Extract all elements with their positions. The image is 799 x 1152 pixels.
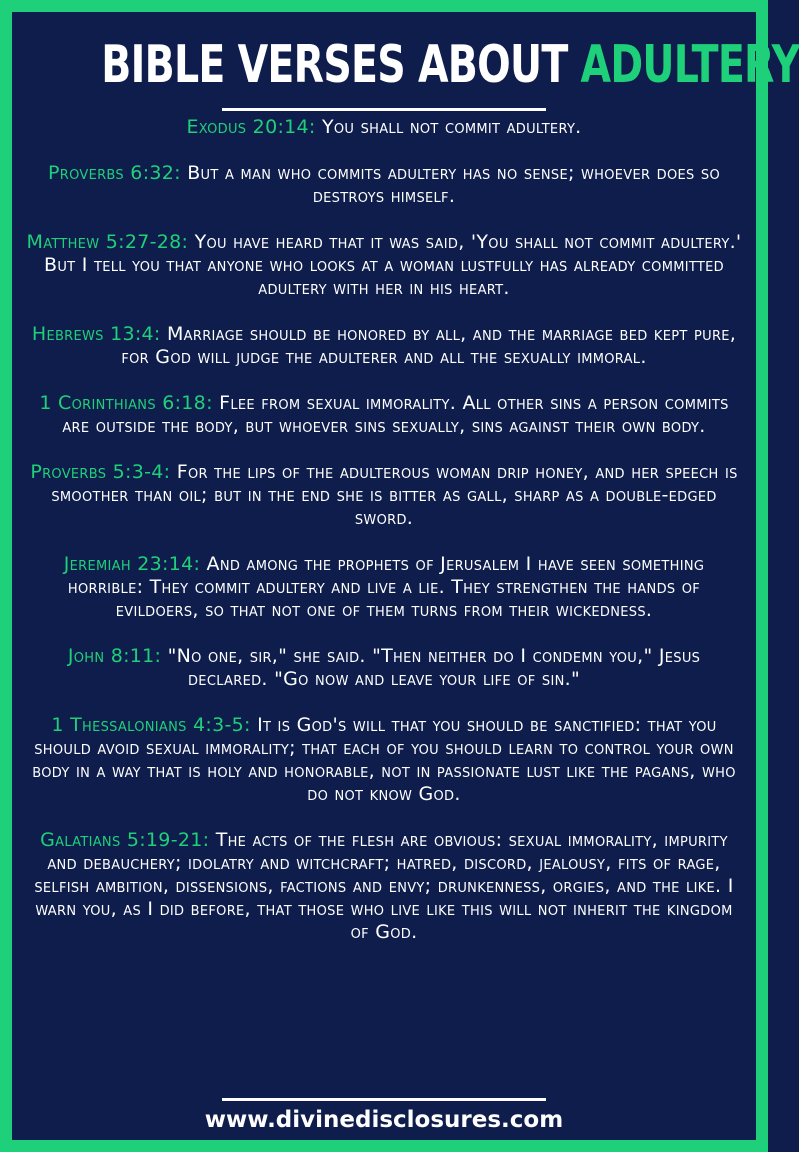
page-title [101,26,799,104]
bottom-divider [222,1098,546,1101]
verse-text: Flee from sexual immorality. All other sins a person commits are outside the body, but whoever sins sexually, sins against their own body. [62,392,729,437]
verse-item [26,714,742,806]
title-accent: ADULTERY [580,35,799,95]
verse-reference: Exodus 20:14: [186,116,316,138]
verse-reference: Galatians 5:19-21: [40,829,210,851]
verse-text: "No one, sir," she said. "Then neither do I condemn you," Jesus declared. "Go now and leave your life of sin." [167,645,701,690]
top-divider [222,108,546,111]
verse-item [26,162,742,208]
verse-reference: Jeremiah 23:14: [63,553,201,575]
verse-text: The acts of the flesh are obvious: sexual immorality, impurity and debauchery; idolatry and witchcraft; hatred, discord, jealousy, fits of rage, selfish ambition, dissensions, factions and envy; drunkenness, orgies, and the like. I warn you, as I did before, that those who live like this will not inherit the kingdom of God. [34,829,734,943]
verse-item [26,231,742,300]
verse-reference: Proverbs 5:3-4: [30,461,171,483]
verse-reference: 1 Thessalonians 4:3-5: [51,714,251,736]
verse-reference: Proverbs 6:32: [47,162,181,184]
verse-reference: John 8:11: [67,645,162,667]
verse-item [26,116,742,139]
verse-item [26,645,742,691]
verse-item [26,392,742,438]
verse-item [26,553,742,622]
verse-text: You shall not commit adultery. [321,116,582,138]
verse-text: And among the prophets of Jerusalem I have seen something horrible: They commit adultery and live a lie. They strengthen the hands of evildoers, so that not one of them turns from their wickedness. [67,553,705,621]
verse-text: For the lips of the adulterous woman drip honey, and her speech is smoother than oil; but in the end she is bitter as gall, sharp as a double-edged sword. [51,461,738,529]
verse-reference: 1 Corinthians 6:18: [39,392,213,414]
verse-reference: Hebrews 13:4: [31,323,161,345]
website-url: www.divinedisclosures.com [204,1107,564,1133]
verse-reference: Matthew 5:27-28: [26,231,189,253]
verse-text: It is God's will that you should be sanctified: that you should avoid sexual immorality; that each of you should learn to control your own body in a way that is holy and honorable, not in passionate lust like the pagans, who do not know God. [32,714,736,805]
verse-item [26,829,742,944]
verse-item [26,461,742,530]
verse-text: You have heard that it was said, 'You shall not commit adultery.' But I tell you that anyone who looks at a woman lustfully has already committed adultery with her in his heart. [44,231,742,299]
verse-item [26,323,742,369]
title-main: BIBLE VERSES ABOUT [101,35,568,95]
verse-text: Marriage should be honored by all, and the marriage bed kept pure, for God will judge the adulterer and all the sexually immoral. [121,323,737,368]
verse-text: But a man who commits adultery has no sense; whoever does so destroys himself. [187,162,721,207]
verse-list [12,116,756,944]
